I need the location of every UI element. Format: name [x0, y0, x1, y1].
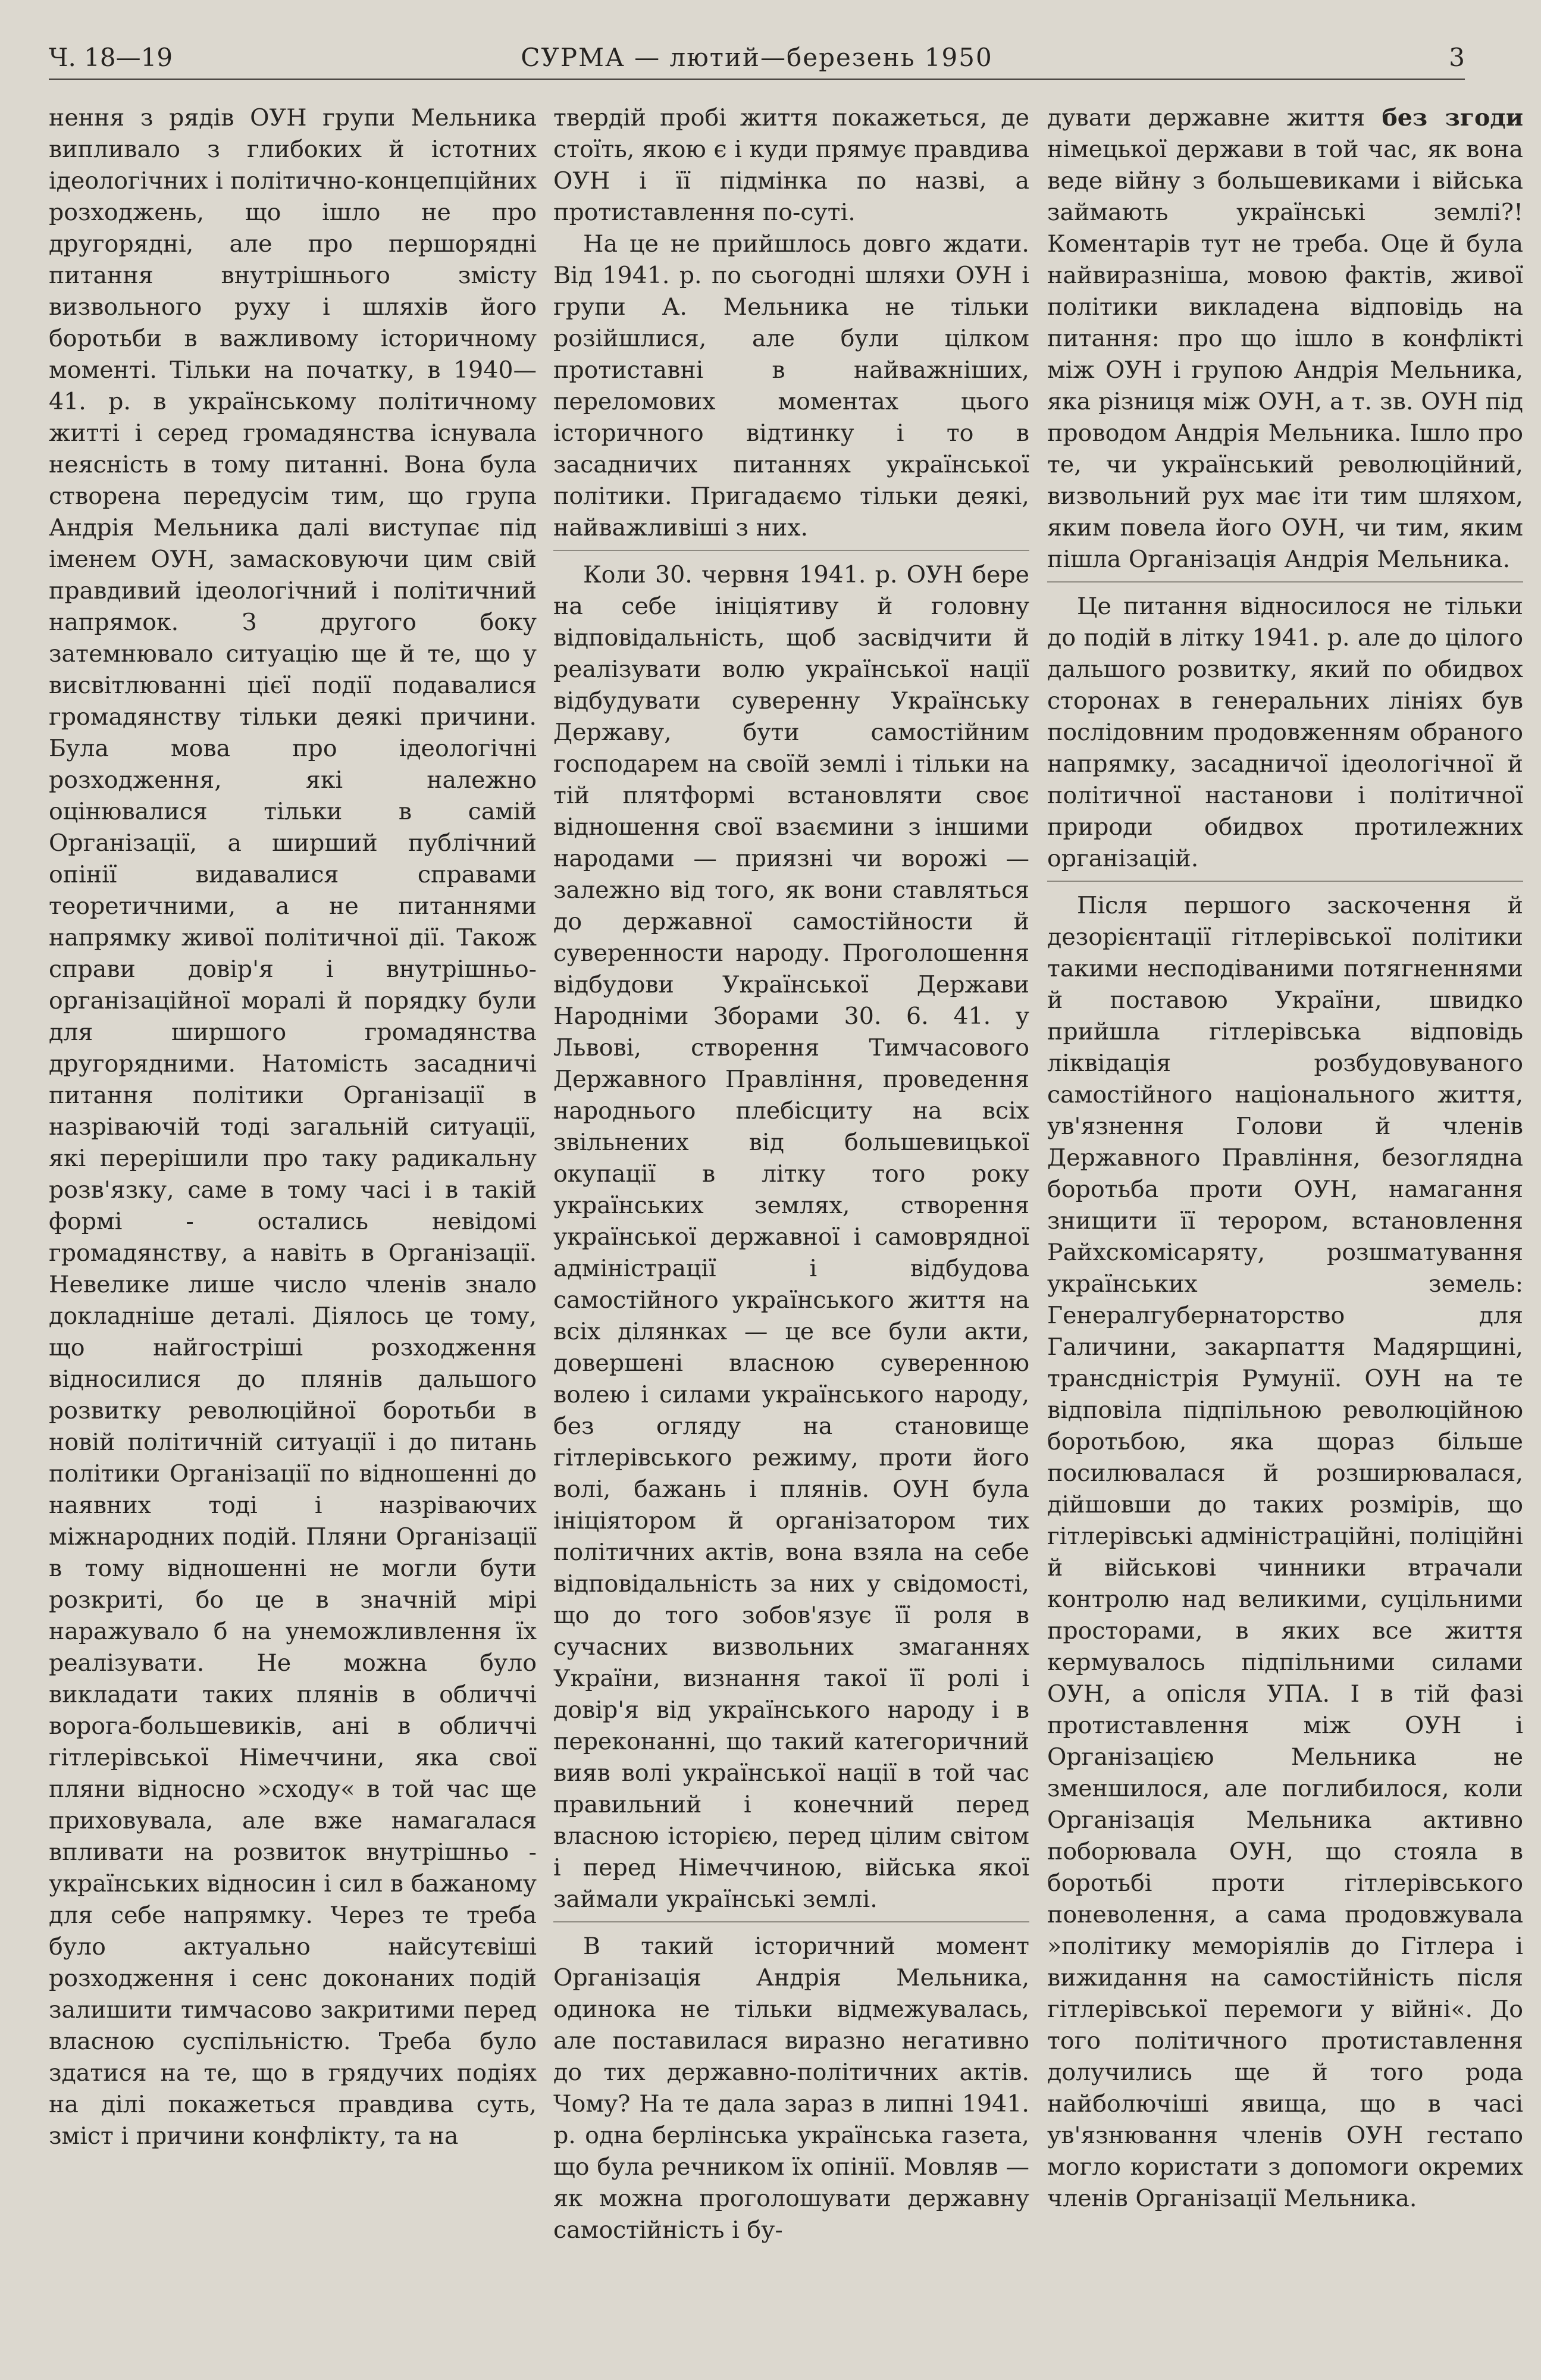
text-column-1	[49, 102, 537, 2351]
divider	[553, 550, 1029, 551]
page-number: 3	[1449, 43, 1465, 72]
paragraph	[1047, 102, 1523, 575]
emphasis-text: без згоди	[1382, 104, 1523, 131]
text-column-2	[553, 102, 1029, 2351]
paragraph: Це питання відносилося не тільки до подій в літку 1941. р. але до цілого дальшого розвитку, який по обидвох сторонах в генеральних лініях був послідовним продовженням обраного напрямку, засадничої ідеологічної й політичної настанови і політичної природи обидвох протилежних організацій.	[1047, 593, 1523, 872]
paragraph: На це не прийшлось довго ждати. Від 1941. р. по сьогодні шляхи ОУН і групи А. Мельника не тільки розійшлися, але були цілком протиставні в найважніших, переломових моментах цього історичного відтинку і то в засадничих питаннях української політики. Пригадаємо тільки деякі, найважливіші з них.	[553, 230, 1029, 541]
running-header	[49, 37, 1465, 80]
issue-number: Ч. 18—19	[49, 43, 173, 72]
paragraph: Після першого заскочення й дезорієнтації гітлерівської політики такими несподіваними потягненнями й поставою України, швидко прийшла гітлерівська відповідь ліквідація розбудовуваного самостійного національного життя, ув'язнення Голови й членів Державного Правління, безоглядна боротьба проти ОУН, намагання знищити її терором, встановлення Райхскомісаряту, розшматування українських земель: Генералгубернаторство для Галичини, закарпаття Мадярщині, трансдністрія Румунії. ОУН на те відповіла підпільною революційною боротьбою, яка щораз більше посилювалася й розширювалася, дійшовши до таких розмірів, що гітлерівські адміністраційні, поліційні й військові чинники втрачали контролю над великими, суцільними просторами, в яких все життя кермувалось підпільними силами ОУН, а опісля УПА. І в тій фазі протиставлення між ОУН і Організацією Мельника не зменшилося, але поглибилося, коли Організація Мельника активно поборювала ОУН, що стояла в боротьбі проти гітлерівського поневолення, а сама продовжувала »політику меморіялів до Гітлера і вижидання на самостійність після гітлерівської перемоги у війні«. До того політичного протиставлення долучились ще й того рода найболючіші явища, що в часі ув'язнювання членів ОУН гестапо могло користати з допомоги окремих членів Організації Мельника.	[1047, 892, 1523, 2212]
divider	[1047, 581, 1523, 583]
paragraph: В такий історичний момент Організація Андрія Мельника, одинока не тільки відмежувалась, але поставилася виразно негативно до тих державно-політичних актів. Чому? На те дала зараз в липні 1941. р. одна берлінська українська газета, що була речником їх опінії. Мовляв — як можна проголошувати державну самостійність і бу-	[553, 1933, 1029, 2244]
paragraph-text: німецької держави в той час, як вона веде війну з большевиками і війська займають українські землі?! Коментарів тут не треба. Оце й була найвиразніша, мовою фактів, живої політики викладена відповідь на питання: про що ішло в конфлікті між ОУН і групою Андрія Мельника, яка різниця між ОУН, а т. зв. ОУН під проводом Андрія Мельника. Ішло про те, чи український революційний, визвольний рух має іти тим шляхом, яким повела його ОУН, чи тим, яким пішла Організація Андрія Мельника.	[1047, 136, 1523, 573]
paragraph-text: дувати державне життя	[1047, 104, 1382, 131]
paragraph: твердій пробі життя покажеться, де стоїть, якою є і куди прямує правдива ОУН і її підмінка по назві, а протиставлення по-суті.	[553, 104, 1029, 226]
paragraph: нення з рядів ОУН групи Мельника випливало з глибоких й істотних ідеологічних і політично-концепційних розходжень, що ішло не про другорядні, але про першорядні питання внутрішнього змісту визвольного руху і шляхів його боротьби в важливому історичному моменті. Тільки на початку, в 1940—41. р. в українському політичному житті і серед громадянства існувала неясність в тому питанні. Вона була створена передусім тим, що група Андрія Мельника далі виступає під іменем ОУН, замасковуючи цим свій правдивий ідеологічний і політичний напрямок. З другого боку затемнювало ситуацію ще й те, що у висвітлюванні цієї події подавалися громадянству тільки деякі причини. Була мова про ідеологічні розходження, які належно оцінювалися тільки в самій Організації, а ширший публічний опінії видавалися справами теоретичними, а не питаннями напрямку живої політичної дії. Також справи довір'я і внутрішньо-організаційної моралі й порядку були для ширшого громадянства другорядними. Натомість засадничі питання політики Організації в назріваючій тоді загальній ситуації, які перерішили про таку радикальну розв'язку, саме в тому часі і в такій формі - остались невідомі громадянству, а навіть в Організації. Невелике лише число членів знало докладніше деталі. Діялось це тому, що найгостріші розходження відносилися до плянів дальшого розвитку революційної боротьби в новій політичній ситуації і до питань політики Організації по відношенні до наявних тоді і назріваючих міжнародних подій. Пляни Організації в тому відношенні не могли бути розкриті, бо це в значній мірі наражувало б на унеможливлення їх реалізувати. Не можна було викладати таких плянів в обличчі ворога-большевиків, ані в обличчі гітлерівської Німеччини, яка свої пляни відносно »сходу« в той час ще приховувала, але вже намагалася впливати на розвиток внутрішньо - українських відносин і сил в бажаному для себе напрямку. Через те треба було актуально найсутєвіші розходження і сенс доконаних подій залишити тимчасово закритими перед власною суспільністю. Треба було здатися на те, що в грядучих подіях на ділі покажеться правдива суть, зміст і причини конфлікту, та на	[49, 104, 537, 2150]
divider	[553, 1921, 1029, 1922]
publication-title: СУРМА — лютий—березень 1950	[521, 43, 993, 72]
text-column-3	[1047, 102, 1523, 2351]
paragraph: Коли 30. червня 1941. р. ОУН бере на себе ініціятиву й головну відповідальність, щоб засвідчити й реалізувати волю української нації відбудувати суверенну Українську Державу, бути самостійним господарем на своїй землі і тільки на тій плятформі встановляти своє відношення свої взаємини з іншими народами — приязні чи ворожі — залежно від того, як вони ставляться до державної самостійности й суверенности народу. Проголошення відбудови Української Держави Народніми Зборами 30. 6. 41. у Львові, створення Тимчасового Державного Правління, проведення народнього плебісциту на всіх звільнених від большевицької окупації в літку того року українських землях, створення української державної і самоврядної адміністрації і відбудова самостійного українського життя на всіх ділянках — це все були акти, довершені власною суверенною волею і силами українського народу, без огляду на становище гітлерівського режиму, проти його волі, бажань і плянів. ОУН була ініціятором й організатором тих політичних актів, вона взяла на себе відповідальність за них у свідомості, що до того зобов'язує її роля в сучасних визвольних змаганнях України, визнання такої її ролі і довір'я від українського народу і в переконанні, що такий категоричний вияв волі української нації в той час правильний і конечний перед власною історією, перед цілим світом і перед Німеччиною, війська якої займали українські землі.	[553, 561, 1029, 1913]
divider	[1047, 881, 1523, 882]
